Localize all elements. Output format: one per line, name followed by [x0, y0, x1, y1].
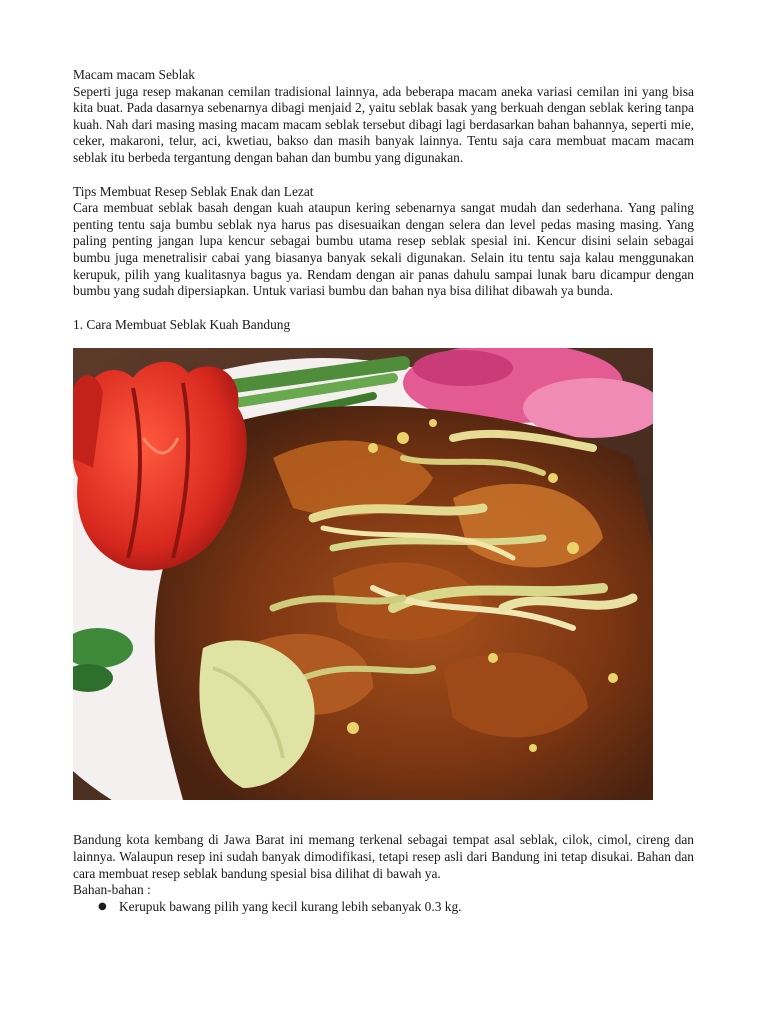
- section-title-macam-seblak: Macam macam Seblak: [73, 67, 195, 82]
- spacer: [73, 300, 694, 317]
- section-title-seblak-kuah-bandung: 1. Cara Membuat Seblak Kuah Bandung: [73, 316, 291, 332]
- seblak-dish-image: [73, 348, 653, 800]
- bullet-icon: ●: [98, 900, 107, 912]
- spacer: [73, 167, 694, 184]
- section-title-tips: Tips Membuat Resep Seblak Enak dan Lezat: [73, 183, 314, 199]
- list-item: [98, 898, 694, 916]
- ingredients-list: [73, 899, 694, 916]
- seblak-photo: [73, 348, 653, 800]
- paragraph-seblak-bandung: Bandung kota kembang di Jawa Barat ini memang terkenal sebagai tempat asal seblak, cilok, cimol, cireng dan lainnya. Walaupun resep ini sudah banyak dimodifikasi, tetapi resep asli dari Bandung ini tetap disukai. Bahan dan cara membuat resep seblak bandung spesial bisa dilihat di bawah ya.: [73, 832, 694, 881]
- ingredient-text: Kerupuk bawang pilih yang kecil kurang lebih sebanyak 0.3 kg.: [119, 898, 462, 914]
- document-page: [73, 67, 694, 915]
- paragraph-macam-seblak: Seperti juga resep makanan cemilan tradisional lainnya, ada beberapa macam aneka variasi cemilan ini yang bisa kita buat. Pada dasarnya sebenarnya dibagi menjaid 2, yaitu seblak basak yang berkuah dengan seblak kering tanpa kuah. Nah dari masing masing macam macam seblak tersebut dibagi lagi berdasarkan bahan bahannya, seperti mie, ceker, makaroni, telur, aci, kwetiau, bakso dan masih banyak lainnya. Tentu saja cara membuat macam macam seblak itu berbeda tergantung dengan bahan dan bumbu yang digunakan.: [73, 83, 694, 165]
- paragraph-tips: Cara membuat seblak basah dengan kuah ataupun kering sebenarnya sangat mudah dan sederhana. Yang paling penting tentu saja bumbu seblak nya harus pas disesuaikan dengan selera dan level pedas masing masing. Yang paling penting jangan lupa kencur sebagai bumbu utama resep seblak spesial ini. Kencur disini selain sebagai bumbu juga menetralisir cabai yang biasanya banyak sekali digunakan. Selain itu tentu saja kalau menggunakan kerupuk, pilih yang kualitasnya bagus ya. Rendam dengan air panas dahulu sampai lunak baru dicampur dengan bumbu yang sudah dipersiapkan. Untuk variasi bumbu dan bahan nya bisa dilihat dibawah ya bunda.: [73, 200, 694, 299]
- ingredients-label: Bahan-bahan :: [73, 882, 151, 898]
